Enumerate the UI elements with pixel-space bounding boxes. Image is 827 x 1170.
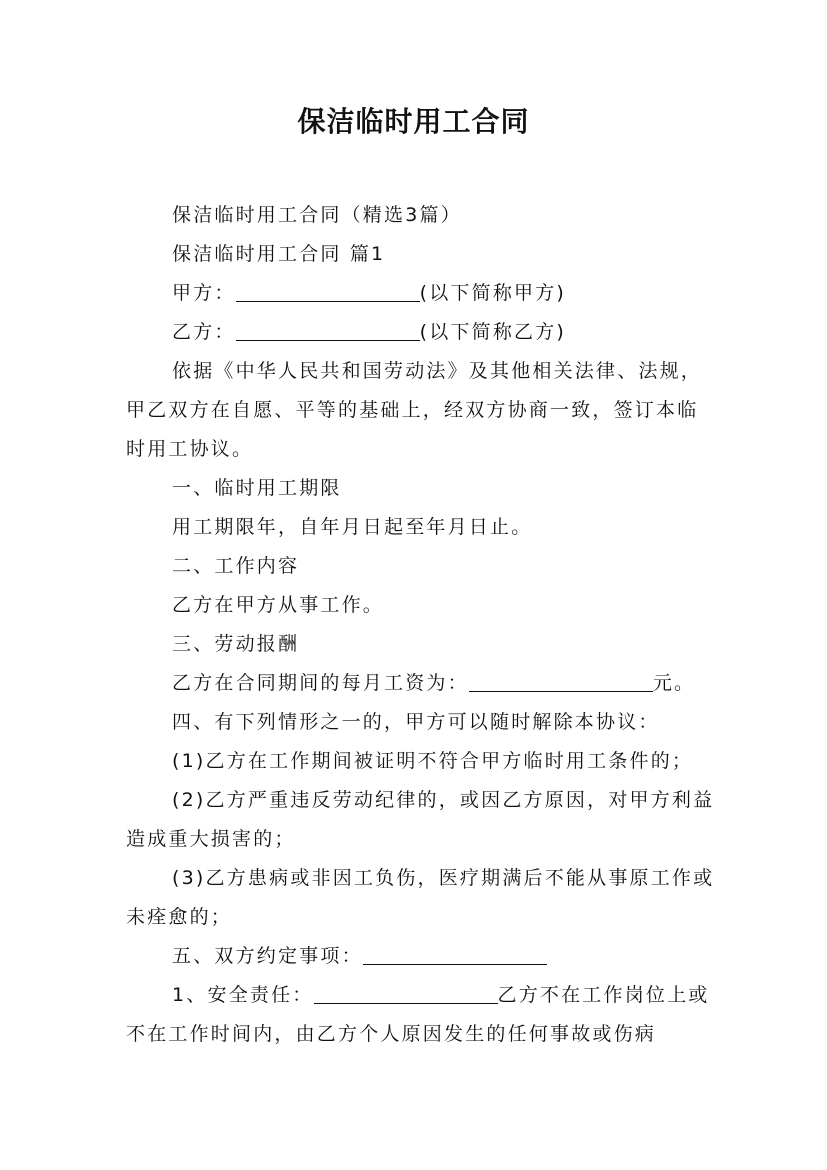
safety-text: 乙方不在工作岗位上或不在工作时间内，由乙方个人原因发生的任何事故或伤病 (126, 984, 710, 1045)
paragraph-work-content: 乙方在甲方从事工作。 (172, 594, 385, 616)
paragraph-party-a (126, 274, 718, 313)
paragraph-preamble: 依据《中华人民共和国劳动法》及其他相关法律、法规，甲乙双方在自愿、平等的基础上，经双方协商一致，签订本临时用工协议。 (126, 360, 703, 460)
heading-remuneration: 三、劳动报酬 (172, 633, 300, 655)
party-a-blank (236, 281, 420, 302)
safety-label: 1、安全责任： (172, 984, 314, 1006)
paragraph-subtitle: 保洁临时用工合同（精选3篇） (172, 204, 462, 226)
document-title: 保洁临时用工合同 (297, 105, 530, 138)
clause-3: (3)乙方患病或非因工负伤，医疗期满后不能从事原工作或未痊愈的； (126, 867, 715, 928)
heading-term: 一、临时用工期限 (172, 477, 342, 499)
salary-blank (469, 671, 653, 692)
paragraph-party-b (126, 313, 718, 352)
agreed-matters-label: 五、双方约定事项： (172, 945, 363, 967)
heading-agreed-matters (126, 937, 718, 976)
paragraph-section-heading: 保洁临时用工合同 篇1 (172, 243, 386, 265)
party-b-blank (236, 320, 420, 341)
paragraph-salary (126, 664, 718, 703)
party-b-note: (以下简称乙方) (419, 321, 567, 343)
party-b-label: 乙方： (172, 321, 236, 343)
heading-work-content: 二、工作内容 (172, 555, 300, 577)
party-a-label: 甲方： (172, 282, 236, 304)
clause-1: (1)乙方在工作期间被证明不符合甲方临时用工条件的； (172, 750, 694, 772)
paragraph-term: 用工期限年，自年月日起至年月日止。 (172, 516, 533, 538)
heading-termination: 四、有下列情形之一的，甲方可以随时解除本协议： (172, 711, 660, 733)
paragraph-safety (126, 976, 718, 1054)
safety-blank (314, 983, 498, 1004)
agreed-matters-blank (363, 944, 547, 965)
salary-unit: 元。 (652, 672, 696, 694)
salary-label: 乙方在合同期间的每月工资为： (172, 672, 469, 694)
clause-2: (2)乙方严重违反劳动纪律的，或因乙方原因，对甲方利益造成重大损害的； (126, 789, 715, 850)
document-body (126, 196, 718, 1054)
party-a-note: (以下简称甲方) (419, 282, 567, 304)
